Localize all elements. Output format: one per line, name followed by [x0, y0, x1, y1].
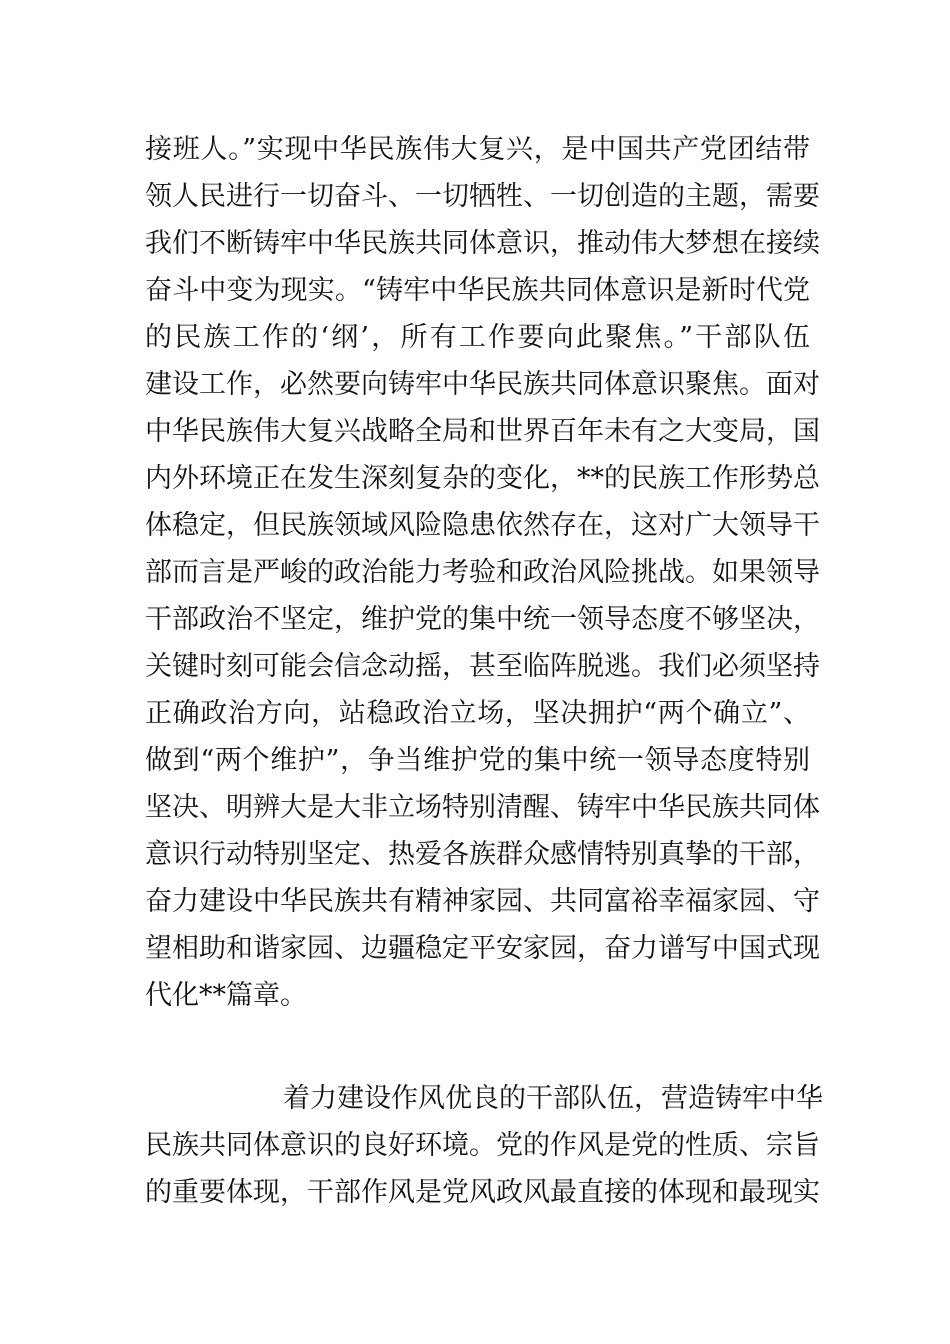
text-line: 做到“两个维护”，争当维护党的集中统一领导态度特别: [145, 745, 810, 776]
text-line: 体稳定，但民族领域风险隐患依然存在，这对广大领导干: [145, 510, 820, 541]
text-line: 正确政治方向，站稳政治立场，坚决拥护“两个确立”、: [145, 698, 810, 729]
text-line: 的重要体现，干部作风是党风政风最直接的体现和最现实: [145, 1177, 820, 1208]
text-line: 坚决、明辨大是大非立场特别清醒、铸牢中华民族共同体: [145, 792, 820, 823]
paragraph-2: [145, 1075, 823, 1216]
text-line: 部而言是严峻的政治能力考验和政治风险挑战。如果领导: [145, 557, 820, 588]
text-line: 干部政治不坚定，维护党的集中统一领导态度不够坚决，: [145, 604, 820, 635]
text-line: 领人民进行一切奋斗、一切牺牲、一切创造的主题，需要: [145, 181, 820, 212]
text-line: 我们不断铸牢中华民族共同体意识，推动伟大梦想在接续: [145, 228, 820, 259]
text-line: 建设工作，必然要向铸牢中华民族共同体意识聚焦。面对: [145, 369, 820, 400]
text-line: 中华民族伟大复兴战略全局和世界百年未有之大变局，国: [145, 416, 820, 447]
text-line: 接班人。”实现中华民族伟大复兴，是中国共产党团结带: [145, 134, 810, 165]
text-line: 望相助和谐家园、边疆稳定平安家园，奋力谱写中国式现: [145, 933, 820, 964]
text-line: 奋力建设中华民族共有精神家园、共同富裕幸福家园、守: [145, 886, 820, 917]
paragraph-1: [145, 126, 820, 1019]
text-line: 民族共同体意识的良好环境。党的作风是党的性质、宗旨: [145, 1130, 820, 1161]
text-line: 奋斗中变为现实。“铸牢中华民族共同体意识是新时代党: [145, 275, 810, 306]
text-line: 着力建设作风优良的干部队伍，营造铸牢中华: [283, 1083, 823, 1114]
text-line: 内外环境正在发生深刻复杂的变化，**的民族工作形势总: [145, 463, 820, 494]
text-line: 代化**篇章。: [145, 980, 307, 1011]
text-line: 关键时刻可能会信念动摇，甚至临阵脱逃。我们必须坚持: [145, 651, 820, 682]
text-line: 的民族工作的‘纲’，所有工作要向此聚焦。”干部队伍: [145, 322, 810, 353]
text-line: 意识行动特别坚定、热爱各族群众感情特别真挚的干部，: [145, 839, 820, 870]
